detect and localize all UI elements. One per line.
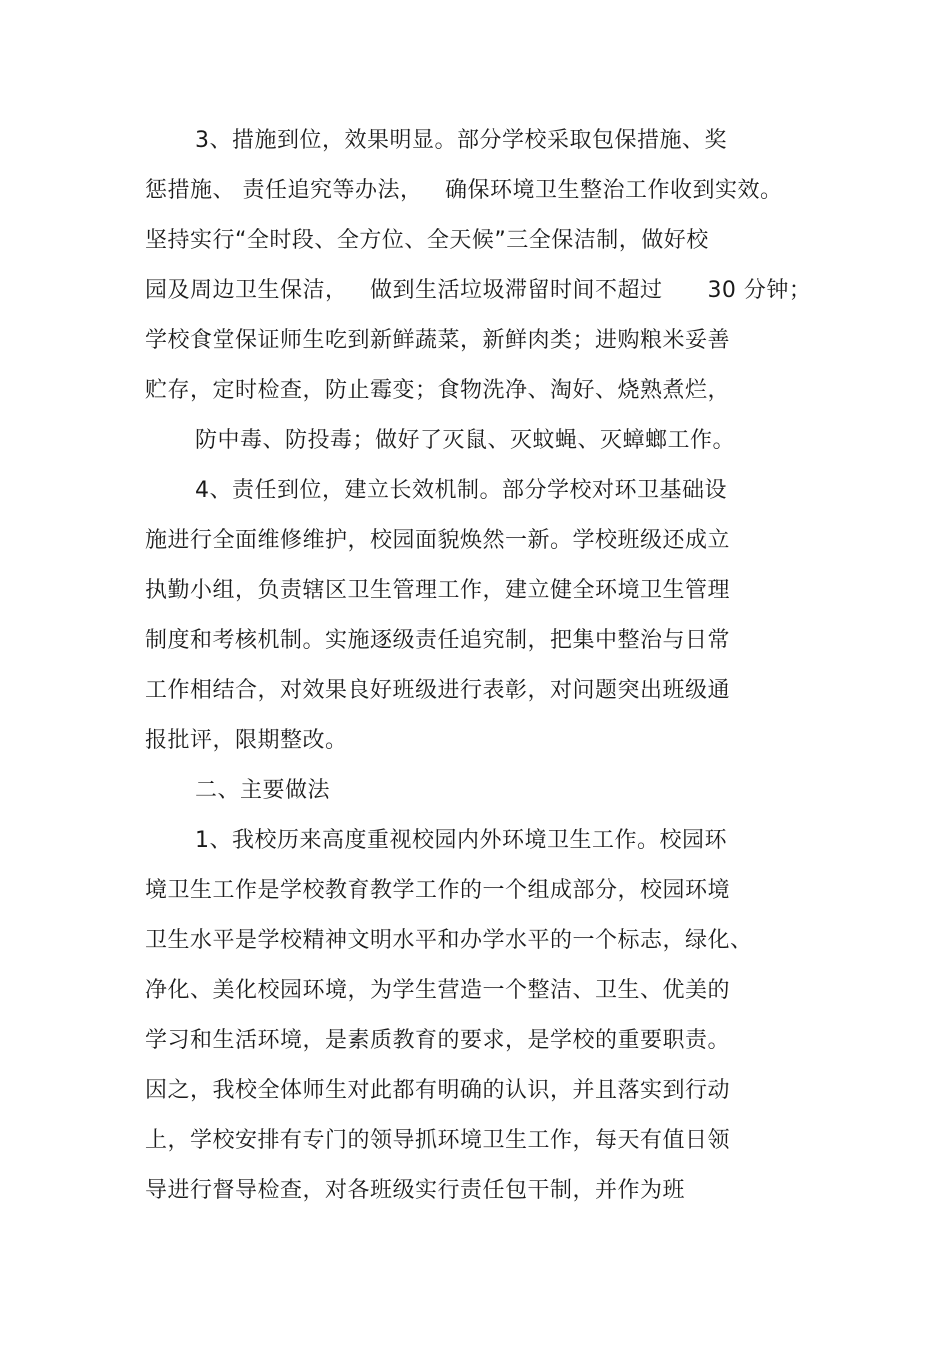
text-line: 卫生水平是学校精神文明水平和办学水平的一个标志，绿化、 <box>145 928 753 953</box>
text-line: 4、责任到位，建立长效机制。部分学校对环卫基础设 <box>195 478 727 503</box>
text-line: 防中毒、防投毒；做好了灭鼠、灭蚊蝇、灭蟑螂工作。 <box>195 428 736 453</box>
text-line: 3、措施到位，效果明显。部分学校采取包保措施、奖 <box>195 128 727 153</box>
text-line: 净化、美化校园环境，为学生营造一个整洁、卫生、优美的 <box>145 978 731 1003</box>
text-line: 惩措施、 责任追究等办法， 确保环境卫生整治工作收到实效。 <box>145 178 783 203</box>
text-line: 导进行督导检查，对各班级实行责任包干制，并作为班 <box>145 1178 686 1203</box>
text-line: 报批评，限期整改。 <box>145 728 348 753</box>
text-line: 制度和考核机制。实施逐级责任追究制，把集中整治与日常 <box>145 628 731 653</box>
text-line: 施进行全面维修维护，校园面貌焕然一新。学校班级还成立 <box>145 528 731 553</box>
text-line: 上，学校安排有专门的领导抓环境卫生工作，每天有值日领 <box>145 1128 731 1153</box>
text-line: 学校食堂保证师生吃到新鲜蔬菜，新鲜肉类；进购粮米妥善 <box>145 328 731 353</box>
text-line: 执勤小组，负责辖区卫生管理工作，建立健全环境卫生管理 <box>145 578 731 603</box>
text-line: 工作相结合，对效果良好班级进行表彰，对问题突出班级通 <box>145 678 731 703</box>
text-line: 学习和生活环境，是素质教育的要求，是学校的重要职责。 <box>145 1028 731 1053</box>
text-line: 境卫生工作是学校教育教学工作的一个组成部分，校园环境 <box>145 878 731 903</box>
text-line: 因之，我校全体师生对此都有明确的认识，并且落实到行动 <box>145 1078 731 1103</box>
text-line: 贮存，定时检查，防止霉变；食物洗净、淘好、烧熟煮烂， <box>145 378 731 403</box>
text-line: 园及周边卫生保洁， 做到生活垃圾滞留时间不超过 30 分钟； <box>145 278 812 303</box>
text-line: 坚持实行“全时段、全方位、全天候”三全保洁制，做好校 <box>145 228 709 253</box>
section-heading: 二、主要做法 <box>195 778 331 803</box>
text-line: 1、我校历来高度重视校园内外环境卫生工作。校园环 <box>195 828 727 853</box>
